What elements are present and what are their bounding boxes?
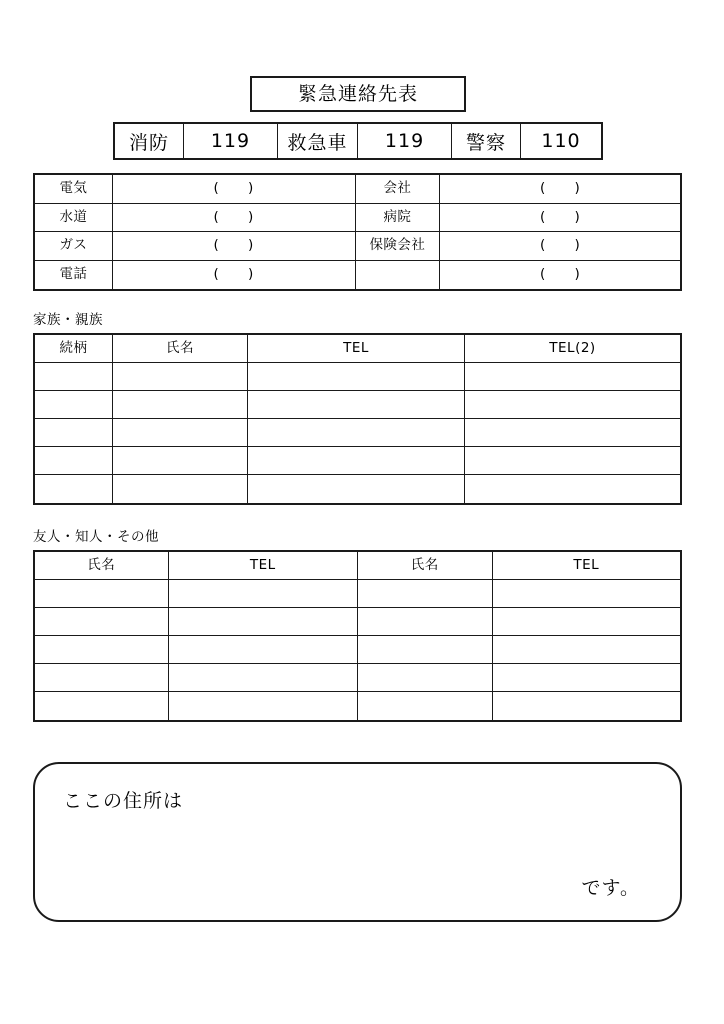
- utility-label-blank[interactable]: [356, 261, 441, 290]
- document-title-box: [250, 76, 466, 112]
- utility-value-company[interactable]: ( ): [540, 180, 581, 196]
- utility-label-gas: ガス: [35, 232, 113, 260]
- emergency-number-fire: 119: [184, 124, 278, 158]
- emergency-label-ambulance: 救急車: [278, 124, 358, 158]
- friends-cell-name-2[interactable]: [358, 608, 493, 635]
- friends-cell-name-2[interactable]: [358, 692, 493, 720]
- emergency-number-ambulance: 119: [358, 124, 452, 158]
- friends-header-tel-2: TEL: [573, 556, 600, 573]
- utility-value-phone[interactable]: ( ): [113, 261, 356, 290]
- friends-cell-tel-2[interactable]: [493, 580, 680, 607]
- friends-cell-tel-2[interactable]: [493, 608, 680, 635]
- family-cell-name[interactable]: [113, 447, 248, 474]
- family-cell-relation[interactable]: [35, 447, 113, 474]
- friends-cell-tel-2[interactable]: [493, 692, 680, 720]
- family-cell-relation[interactable]: [35, 363, 113, 390]
- friends-header-name-2: 氏名: [358, 552, 493, 579]
- table-row: [35, 580, 680, 608]
- table-row: [35, 419, 680, 447]
- friends-cell-tel-1[interactable]: [169, 664, 358, 691]
- family-cell-tel2[interactable]: [465, 419, 680, 446]
- friends-cell-tel-1[interactable]: [169, 608, 358, 635]
- friends-cell-tel-1[interactable]: [169, 580, 358, 607]
- page-title: 緊急連絡先表: [297, 82, 418, 105]
- friends-cell-name-2[interactable]: [358, 664, 493, 691]
- table-row: [35, 664, 680, 692]
- friends-cell-tel-1[interactable]: [169, 692, 358, 720]
- friends-table: [33, 550, 682, 722]
- utility-label-insurance: 保険会社: [356, 232, 441, 260]
- family-cell-name[interactable]: [113, 419, 248, 446]
- utility-label-phone: 電話: [35, 261, 113, 290]
- friends-header-tel-1: TEL: [169, 552, 358, 579]
- utility-value-gas[interactable]: ( ): [113, 232, 356, 260]
- family-cell-relation[interactable]: [35, 475, 113, 503]
- family-cell-tel2[interactable]: [465, 363, 680, 390]
- address-lead-text: ここの住所は: [63, 790, 184, 812]
- address-tail-text: です。: [581, 877, 640, 899]
- family-cell-tel[interactable]: [248, 391, 465, 418]
- utility-value-blank[interactable]: ( ): [540, 266, 581, 282]
- table-header-row: [35, 335, 680, 363]
- table-row: [35, 175, 680, 204]
- table-row: [35, 261, 680, 290]
- family-cell-relation[interactable]: [35, 419, 113, 446]
- section-caption-friends: 友人・知人・その他: [33, 529, 159, 545]
- friends-cell-name-2[interactable]: [358, 580, 493, 607]
- friends-header-name-1: 氏名: [35, 552, 169, 579]
- table-row: [35, 447, 680, 475]
- friends-cell-name-1[interactable]: [35, 608, 169, 635]
- friends-cell-name-1[interactable]: [35, 636, 169, 663]
- friends-cell-name-1[interactable]: [35, 692, 169, 720]
- table-row: [35, 363, 680, 391]
- utility-label-electricity: 電気: [35, 175, 113, 203]
- utility-value-water[interactable]: ( ): [113, 204, 356, 232]
- family-cell-tel[interactable]: [248, 475, 465, 503]
- table-row: [35, 475, 680, 503]
- emergency-label-police: 警察: [452, 124, 521, 158]
- family-cell-name[interactable]: [113, 363, 248, 390]
- friends-cell-name-1[interactable]: [35, 580, 169, 607]
- utility-value-hospital[interactable]: ( ): [540, 208, 581, 225]
- friends-cell-tel-2[interactable]: [493, 664, 680, 691]
- friends-cell-name-2[interactable]: [358, 636, 493, 663]
- family-cell-relation[interactable]: [35, 391, 113, 418]
- family-cell-tel2[interactable]: [465, 447, 680, 474]
- family-cell-tel[interactable]: [248, 363, 465, 390]
- emergency-numbers-row: [113, 122, 603, 160]
- table-row: [35, 204, 680, 233]
- family-cell-tel2[interactable]: [465, 391, 680, 418]
- friends-cell-tel-1[interactable]: [169, 636, 358, 663]
- table-header-row: [35, 552, 680, 580]
- utility-label-hospital: 病院: [356, 204, 441, 232]
- family-cell-tel2[interactable]: [465, 475, 680, 503]
- table-row: [35, 232, 680, 261]
- emergency-label-fire: 消防: [115, 124, 184, 158]
- utility-label-company: 会社: [356, 175, 441, 203]
- family-cell-tel[interactable]: [248, 447, 465, 474]
- table-row: [35, 692, 680, 720]
- family-header-name: 氏名: [113, 335, 248, 362]
- address-box[interactable]: [33, 762, 682, 922]
- section-caption-family: 家族・親族: [33, 312, 103, 328]
- utility-label-water: 水道: [35, 204, 113, 232]
- utility-value-insurance[interactable]: ( ): [540, 237, 581, 253]
- table-row: [35, 391, 680, 419]
- family-header-tel: TEL: [248, 335, 465, 362]
- family-table: [33, 333, 682, 505]
- family-cell-tel[interactable]: [248, 419, 465, 446]
- utilities-table: [33, 173, 682, 291]
- friends-cell-name-1[interactable]: [35, 664, 169, 691]
- table-row: [35, 636, 680, 664]
- family-cell-name[interactable]: [113, 391, 248, 418]
- emergency-number-police: 110: [541, 130, 581, 152]
- family-header-relation: 続柄: [35, 335, 113, 362]
- family-header-tel2: TEL(2): [549, 339, 596, 356]
- table-row: [35, 608, 680, 636]
- friends-cell-tel-2[interactable]: [493, 636, 680, 663]
- family-cell-name[interactable]: [113, 475, 248, 503]
- utility-value-electricity[interactable]: ( ): [113, 175, 356, 203]
